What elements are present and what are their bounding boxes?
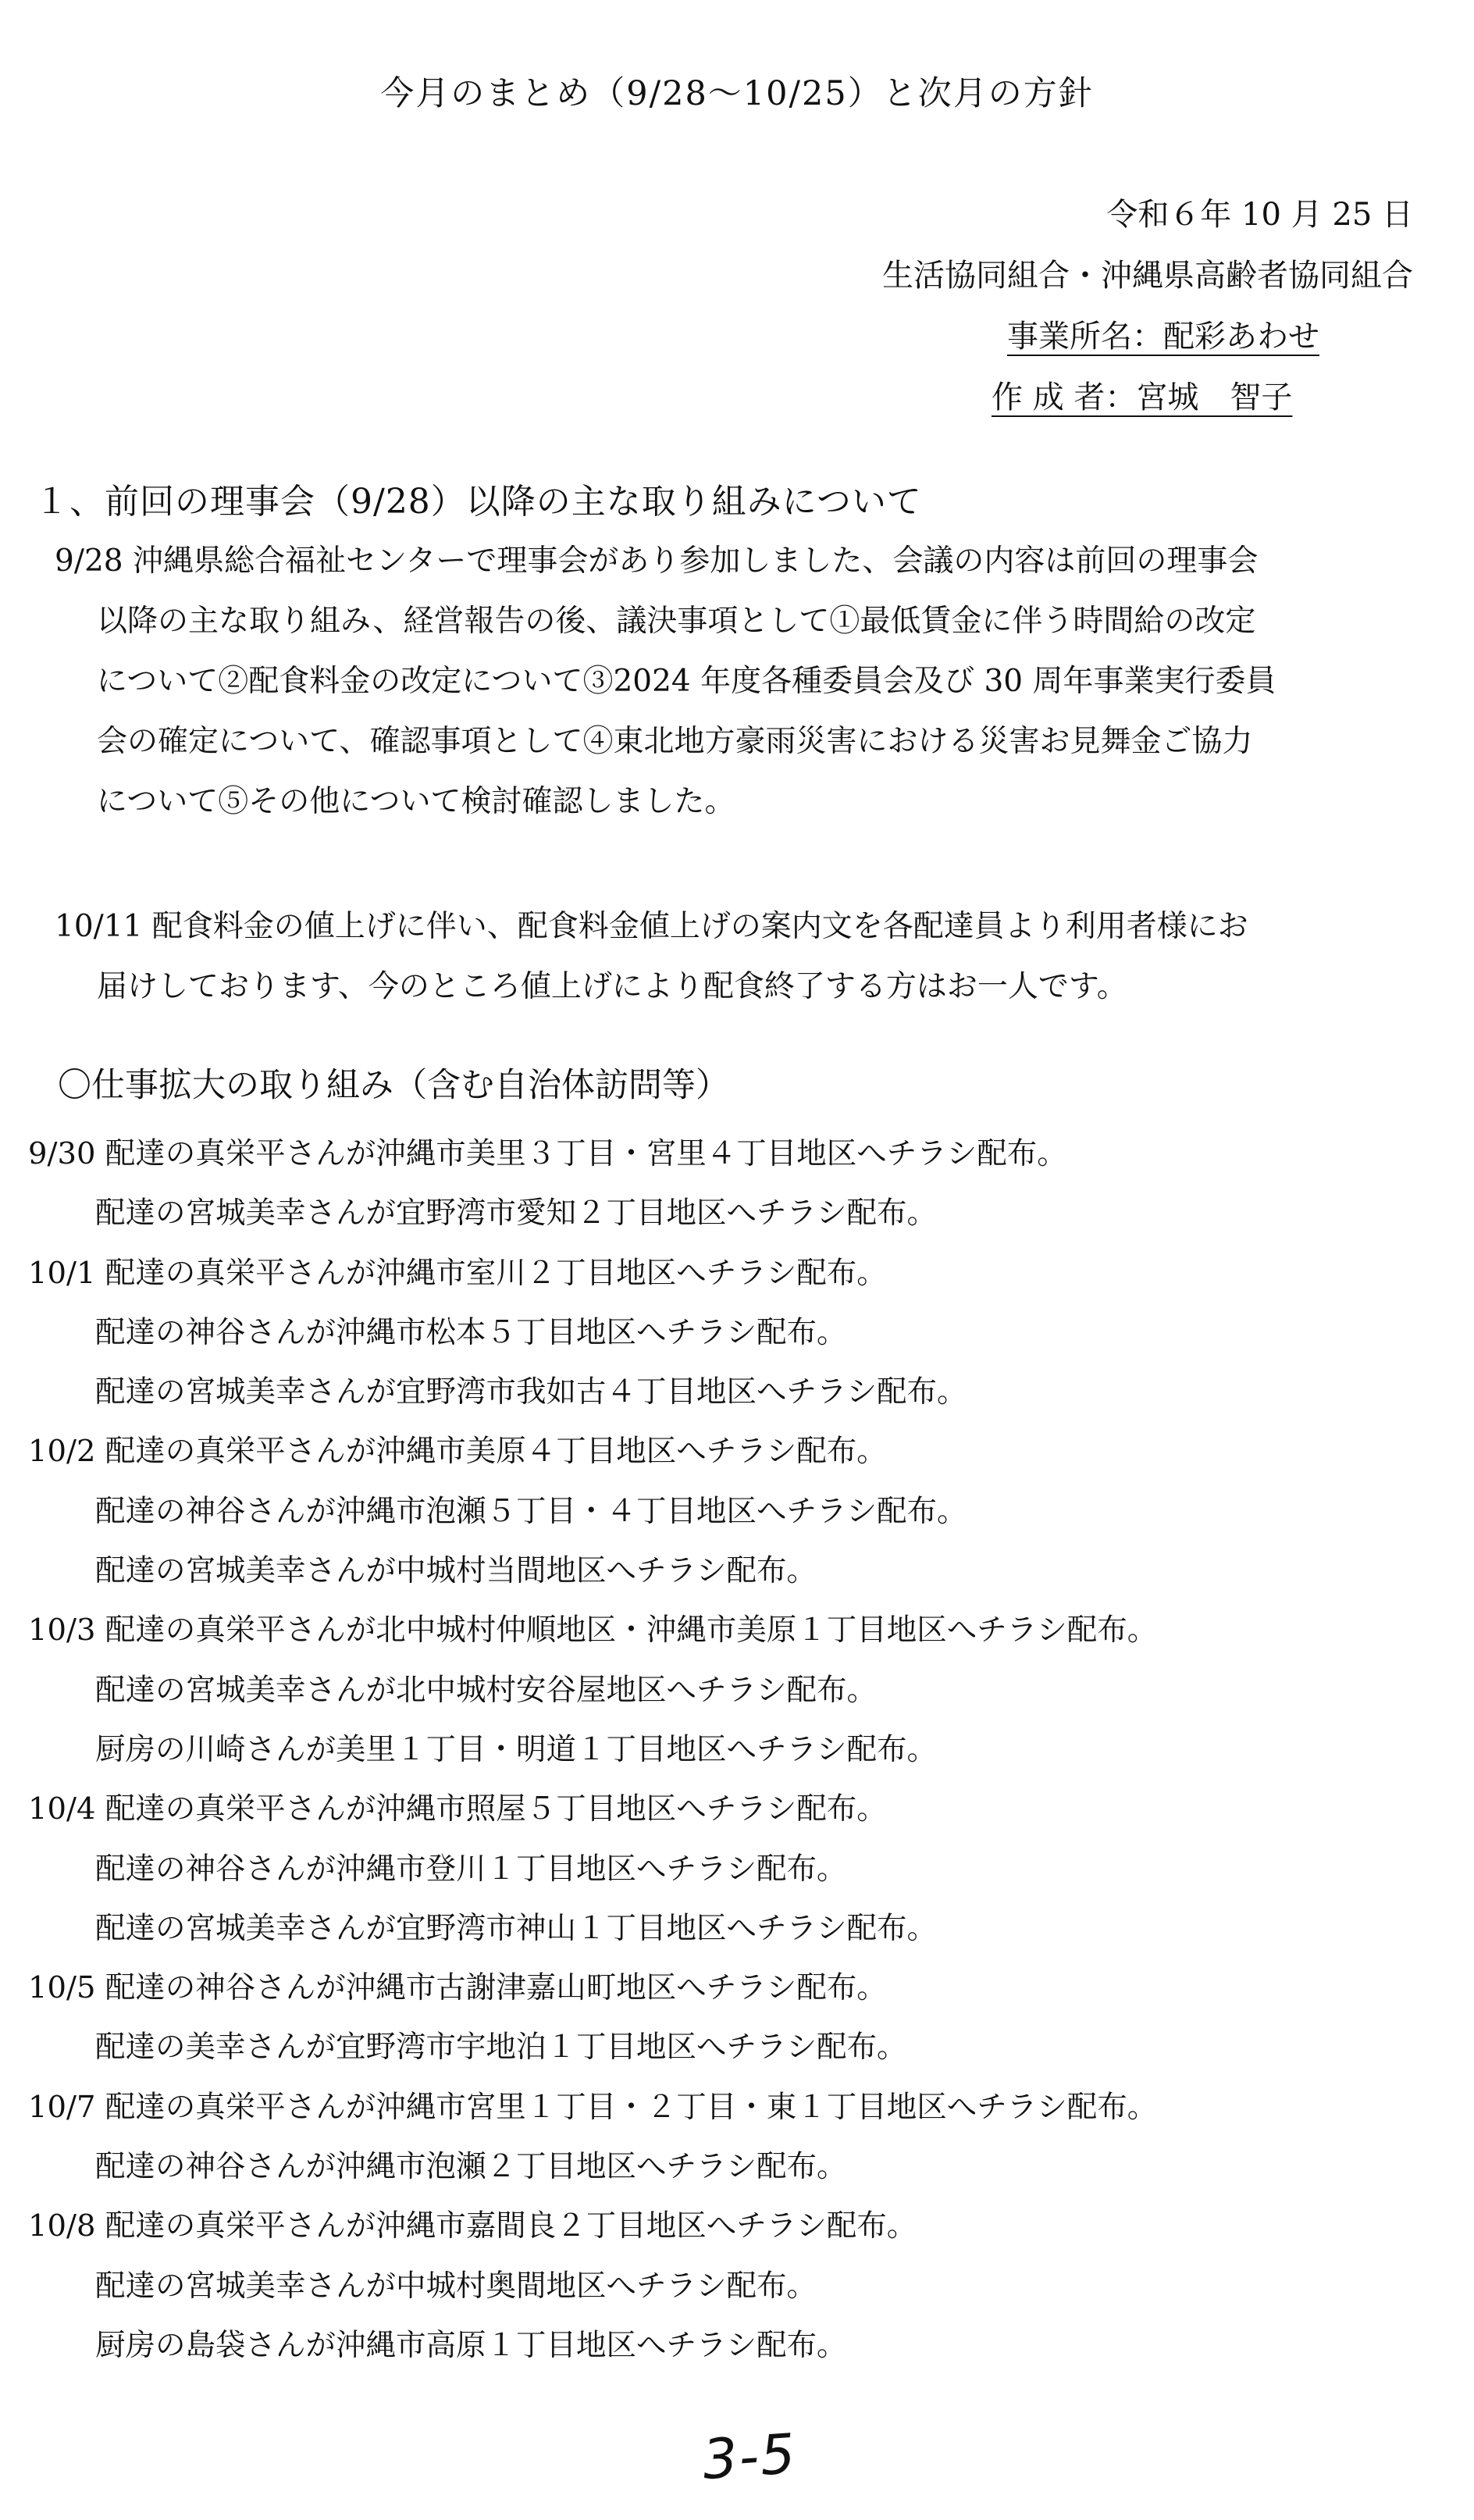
- activity-line: 配達の宮城美幸さんが中城村奥間地区へチラシ配布。: [95, 2268, 817, 2304]
- section1-heading: １、前回の理事会（9/28）以降の主な取り組みについて: [34, 482, 922, 522]
- activity-line: 配達の宮城美幸さんが宜野湾市神山１丁目地区へチラシ配布。: [95, 1910, 938, 1946]
- section1-paragraph-1: [55, 531, 1429, 832]
- document-title: 今月のまとめ（9/28～10/25）と次月の方針: [380, 74, 1094, 113]
- activity-group: [28, 1422, 1433, 1601]
- activity-group: [28, 1959, 1433, 2078]
- activity-group: [28, 2197, 1433, 2376]
- section2-heading: 〇仕事拡大の取り組み（含む自治体訪問等）: [58, 1066, 729, 1105]
- activity-date-line: 10/5 配達の神谷さんが沖縄市古謝津嘉山町地区へチラシ配布。: [28, 1970, 887, 2006]
- activity-date-line: 9/30 配達の真栄平さんが沖縄市美里３丁目・宮里４丁目地区へチラシ配布。: [28, 1136, 1067, 1171]
- activity-line: 配達の宮城美幸さんが宜野湾市愛知２丁目地区へチラシ配布。: [95, 1196, 938, 1231]
- activity-line: 配達の神谷さんが沖縄市登川１丁目地区へチラシ配布。: [95, 1851, 847, 1887]
- paragraph-line: 届けしております、今のところ値上げにより配食終了する方はお一人です。: [97, 969, 1127, 1004]
- activity-line: 配達の神谷さんが沖縄市泡瀬５丁目・４丁目地区へチラシ配布。: [95, 1493, 967, 1529]
- document-meta: [710, 184, 1413, 428]
- meta-date: 令和６年 10 月 25 日: [1106, 197, 1413, 233]
- activity-date-line: 10/3 配達の真栄平さんが北中城村仲順地区・沖縄市美原１丁目地区へチラシ配布。: [28, 1613, 1158, 1649]
- paragraph-line: について⑤その他について検討確認しました。: [97, 784, 735, 819]
- activity-date-line: 10/2 配達の真栄平さんが沖縄市美原４丁目地区へチラシ配布。: [28, 1434, 887, 1470]
- activity-line: 配達の神谷さんが沖縄市泡瀬２丁目地区へチラシ配布。: [95, 2149, 847, 2185]
- activity-list: [28, 1125, 1433, 2376]
- activity-line: 配達の宮城美幸さんが北中城村安谷屋地区へチラシ配布。: [95, 1672, 878, 1708]
- activity-line: 配達の宮城美幸さんが中城村当間地区へチラシ配布。: [95, 1553, 817, 1589]
- activity-date-line: 10/8 配達の真栄平さんが沖縄市嘉間良２丁目地区へチラシ配布。: [28, 2208, 917, 2244]
- activity-line: 厨房の島袋さんが沖縄市高原１丁目地区へチラシ配布。: [95, 2327, 847, 2363]
- paragraph-line: 10/11 配食料金の値上げに伴い、配食料金値上げの案内文を各配達員より利用者様にお: [55, 909, 1248, 944]
- meta-office: 事業所名：配彩あわせ: [1007, 319, 1319, 355]
- section1-paragraph-2: [55, 896, 1429, 1017]
- activity-date-line: 10/7 配達の真栄平さんが沖縄市宮里１丁目・２丁目・東１丁目地区へチラシ配布。: [28, 2089, 1158, 2125]
- handwritten-page-number: 3-5: [700, 2421, 799, 2493]
- activity-line: 配達の神谷さんが沖縄市松本５丁目地区へチラシ配布。: [95, 1314, 847, 1350]
- activity-group: [28, 1601, 1433, 1780]
- activity-group: [28, 2078, 1433, 2197]
- activity-line: 配達の宮城美幸さんが宜野湾市我如古４丁目地区へチラシ配布。: [95, 1374, 967, 1410]
- activity-date-line: 10/4 配達の真栄平さんが沖縄市照屋５丁目地区へチラシ配布。: [28, 1791, 887, 1827]
- meta-organization: 生活協同組合・沖縄県高齢者協同組合: [882, 258, 1413, 294]
- activity-line: 配達の美幸さんが宜野湾市宇地泊１丁目地区へチラシ配布。: [95, 2030, 907, 2066]
- activity-group: [28, 1125, 1433, 1244]
- activity-group: [28, 1244, 1433, 1423]
- paragraph-line: について②配食料金の改定について③2024 年度各種委員会及び 30 周年事業実行委員: [97, 664, 1276, 699]
- meta-author: 作 成 者：宮城 智子: [992, 380, 1293, 415]
- paragraph-line: 会の確定について、確認事項として④東北地方豪雨災害における災害お見舞金ご協力: [97, 724, 1253, 759]
- paragraph-line: 以降の主な取り組み、経営報告の後、議決事項として①最低賃金に伴う時間給の改定: [97, 604, 1256, 639]
- paragraph-line: 9/28 沖縄県総合福祉センターで理事会があり参加しました、会議の内容は前回の理事会: [55, 544, 1259, 579]
- activity-group: [28, 1780, 1433, 1959]
- activity-line: 厨房の川崎さんが美里１丁目・明道１丁目地区へチラシ配布。: [95, 1731, 938, 1767]
- activity-date-line: 10/1 配達の真栄平さんが沖縄市室川２丁目地区へチラシ配布。: [28, 1255, 887, 1291]
